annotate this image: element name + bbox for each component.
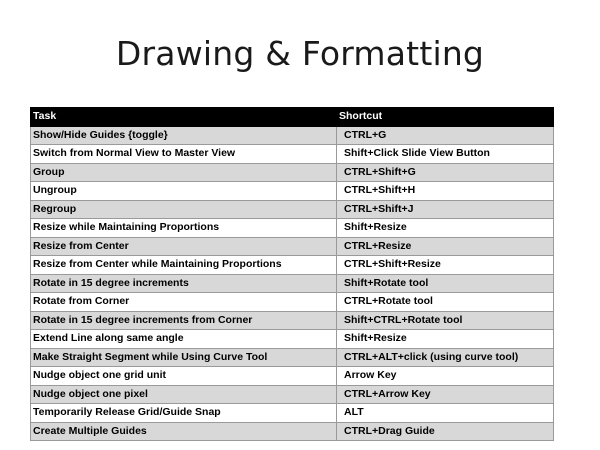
table-row <box>31 163 554 182</box>
table-body <box>31 126 554 441</box>
table-row <box>31 311 554 330</box>
table-row <box>31 385 554 404</box>
table-row <box>31 237 554 256</box>
shortcut-cell: CTRL+Resize <box>337 237 554 256</box>
table-row <box>31 200 554 219</box>
task-cell: Show/Hide Guides {toggle} <box>31 126 337 145</box>
task-cell: Rotate in 15 degree increments <box>31 274 337 293</box>
table-header-row <box>31 108 554 127</box>
task-cell: Resize from Center <box>31 237 337 256</box>
shortcut-cell: Shift+Resize <box>337 219 554 238</box>
table-row <box>31 126 554 145</box>
task-column-header: Task <box>31 108 337 127</box>
shortcut-cell: Shift+CTRL+Rotate tool <box>337 311 554 330</box>
task-cell: Nudge object one pixel <box>31 385 337 404</box>
shortcut-cell: CTRL+Shift+G <box>337 163 554 182</box>
table-row <box>31 330 554 349</box>
table-row <box>31 422 554 441</box>
shortcut-cell: CTRL+Shift+H <box>337 182 554 201</box>
task-cell: Make Straight Segment while Using Curve Tool <box>31 348 337 367</box>
table-row <box>31 145 554 164</box>
task-cell: Rotate from Corner <box>31 293 337 312</box>
shortcut-cell: Shift+Rotate tool <box>337 274 554 293</box>
shortcut-cell: CTRL+Shift+J <box>337 200 554 219</box>
shortcut-table <box>30 107 554 441</box>
table-row <box>31 348 554 367</box>
table-row <box>31 219 554 238</box>
task-cell: Create Multiple Guides <box>31 422 337 441</box>
task-cell: Extend Line along same angle <box>31 330 337 349</box>
shortcut-cell: CTRL+Drag Guide <box>337 422 554 441</box>
shortcut-column-header: Shortcut <box>337 108 554 127</box>
table-row <box>31 256 554 275</box>
task-cell: Temporarily Release Grid/Guide Snap <box>31 404 337 423</box>
task-cell: Switch from Normal View to Master View <box>31 145 337 164</box>
table-row <box>31 367 554 386</box>
task-cell: Ungroup <box>31 182 337 201</box>
table-row <box>31 404 554 423</box>
shortcut-cell: CTRL+Shift+Resize <box>337 256 554 275</box>
shortcut-cell: CTRL+Rotate tool <box>337 293 554 312</box>
shortcut-cell: Shift+Click Slide View Button <box>337 145 554 164</box>
slide-title: Drawing & Formatting <box>115 34 485 73</box>
task-cell: Nudge object one grid unit <box>31 367 337 386</box>
shortcut-cell: Arrow Key <box>337 367 554 386</box>
shortcut-cell: CTRL+ALT+click (using curve tool) <box>337 348 554 367</box>
shortcut-cell: CTRL+Arrow Key <box>337 385 554 404</box>
table-row <box>31 293 554 312</box>
shortcut-cell: Shift+Resize <box>337 330 554 349</box>
task-cell: Group <box>31 163 337 182</box>
shortcut-cell: CTRL+G <box>337 126 554 145</box>
table-row <box>31 274 554 293</box>
task-cell: Regroup <box>31 200 337 219</box>
task-cell: Rotate in 15 degree increments from Corner <box>31 311 337 330</box>
shortcut-cell: ALT <box>337 404 554 423</box>
table-row <box>31 182 554 201</box>
task-cell: Resize while Maintaining Proportions <box>31 219 337 238</box>
task-cell: Resize from Center while Maintaining Proportions <box>31 256 337 275</box>
